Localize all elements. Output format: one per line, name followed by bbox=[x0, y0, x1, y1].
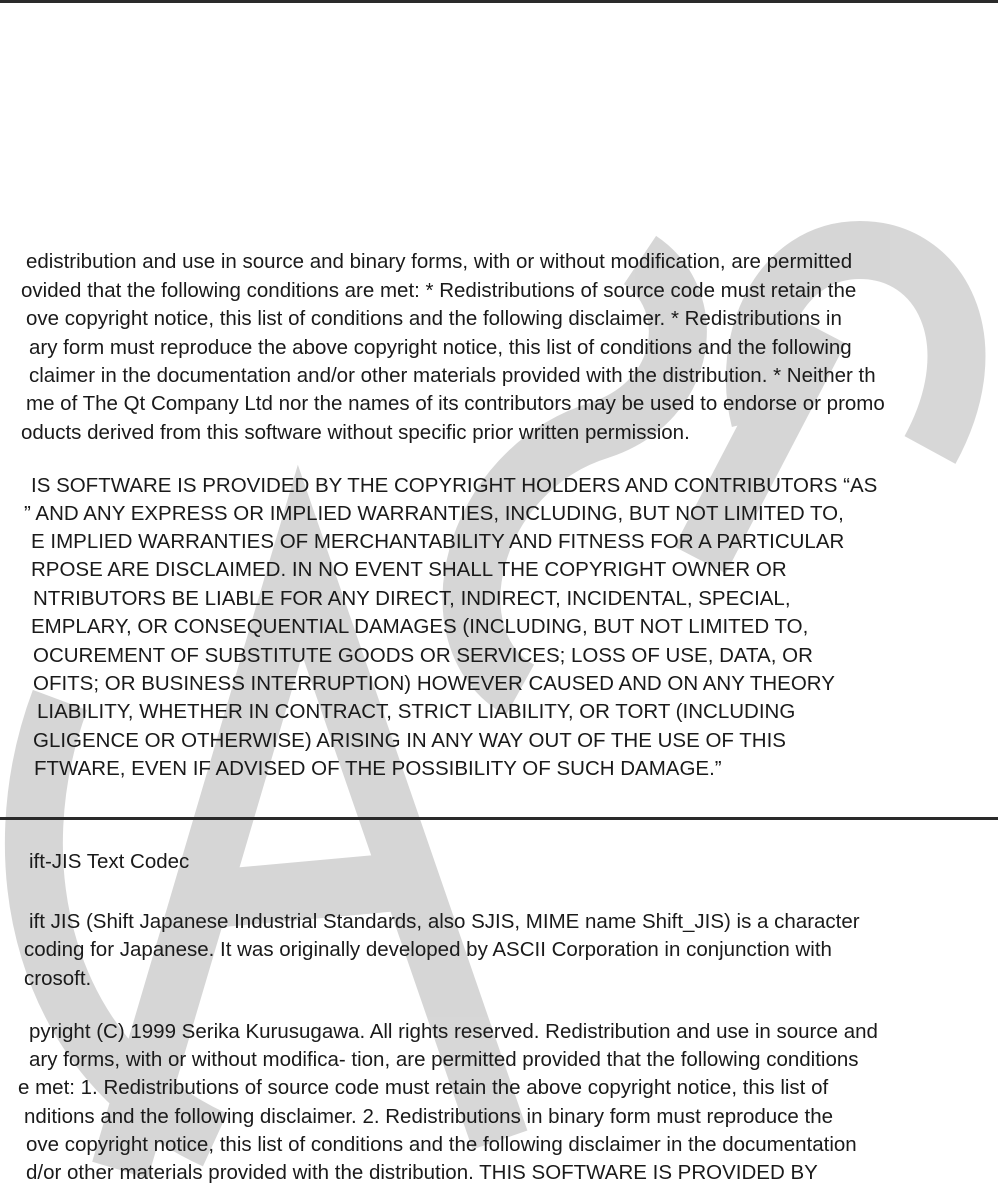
disclaimer-line: OFITS; OR BUSINESS INTERRUPTION) HOWEVER CAUSED AND ON ANY THEORY bbox=[33, 672, 835, 695]
disclaimer-line: E IMPLIED WARRANTIES OF MERCHANTABILITY AND FITNESS FOR A PARTICULAR bbox=[31, 530, 845, 553]
disclaimer-line: FTWARE, EVEN IF ADVISED OF THE POSSIBILITY OF SUCH DAMAGE.” bbox=[34, 757, 722, 780]
top-rule bbox=[0, 0, 998, 3]
disclaimer-line: EMPLARY, OR CONSEQUENTIAL DAMAGES (INCLUDING, BUT NOT LIMITED TO, bbox=[31, 615, 809, 638]
copyright-line: ove copyright notice, this list of conditions and the following disclaimer in the documentation bbox=[26, 1133, 857, 1156]
license-line: oducts derived from this software without specific prior written permission. bbox=[21, 421, 690, 444]
copyright-line: ary forms, with or without modifica- tion, are permitted provided that the following conditions bbox=[29, 1048, 859, 1071]
license-line: ovided that the following conditions are met: * Redistributions of source code must retain the bbox=[21, 279, 857, 302]
description-line: coding for Japanese. It was originally developed by ASCII Corporation in conjunction with bbox=[24, 938, 832, 961]
license-line: me of The Qt Company Ltd nor the names of its contributors may be used to endorse or promo bbox=[26, 392, 885, 415]
copyright-line: e met: 1. Redistributions of source code must retain the above copyright notice, this list of bbox=[18, 1076, 829, 1099]
license-line: claimer in the documentation and/or other materials provided with the distribution. * Neither th bbox=[29, 364, 876, 387]
copyright-line: nditions and the following disclaimer. 2. Redistributions in binary form must reproduce the bbox=[24, 1105, 834, 1128]
disclaimer-line: GLIGENCE OR OTHERWISE) ARISING IN ANY WAY OUT OF THE USE OF THIS bbox=[33, 729, 786, 752]
description-line: ift JIS (Shift Japanese Industrial Standards, also SJIS, MIME name Shift_JIS) is a character bbox=[29, 910, 860, 933]
license-line: ove copyright notice, this list of conditions and the following disclaimer. * Redistributions in bbox=[26, 307, 842, 330]
section-heading: ift-JIS Text Codec bbox=[29, 850, 190, 873]
section-divider bbox=[0, 817, 998, 820]
license-line: ary form must reproduce the above copyright notice, this list of conditions and the following bbox=[29, 336, 852, 359]
disclaimer-line: OCUREMENT OF SUBSTITUTE GOODS OR SERVICES; LOSS OF USE, DATA, OR bbox=[33, 644, 813, 667]
disclaimer-line: IS SOFTWARE IS PROVIDED BY THE COPYRIGHT HOLDERS AND CONTRIBUTORS “AS bbox=[31, 474, 878, 497]
license-line: edistribution and use in source and binary forms, with or without modification, are permitted bbox=[26, 250, 853, 273]
disclaimer-line: ” AND ANY EXPRESS OR IMPLIED WARRANTIES, INCLUDING, BUT NOT LIMITED TO, bbox=[24, 502, 844, 525]
copyright-line: d/or other materials provided with the distribution. THIS SOFTWARE IS PROVIDED BY bbox=[26, 1161, 818, 1184]
copyright-line: pyright (C) 1999 Serika Kurusugawa. All rights reserved. Redistribution and use in source and bbox=[29, 1020, 878, 1043]
description-line: crosoft. bbox=[24, 967, 92, 990]
disclaimer-line: LIABILITY, WHETHER IN CONTRACT, STRICT LIABILITY, OR TORT (INCLUDING bbox=[37, 700, 796, 723]
disclaimer-line: NTRIBUTORS BE LIABLE FOR ANY DIRECT, INDIRECT, INCIDENTAL, SPECIAL, bbox=[33, 587, 791, 610]
disclaimer-line: RPOSE ARE DISCLAIMED. IN NO EVENT SHALL THE COPYRIGHT OWNER OR bbox=[31, 558, 787, 581]
